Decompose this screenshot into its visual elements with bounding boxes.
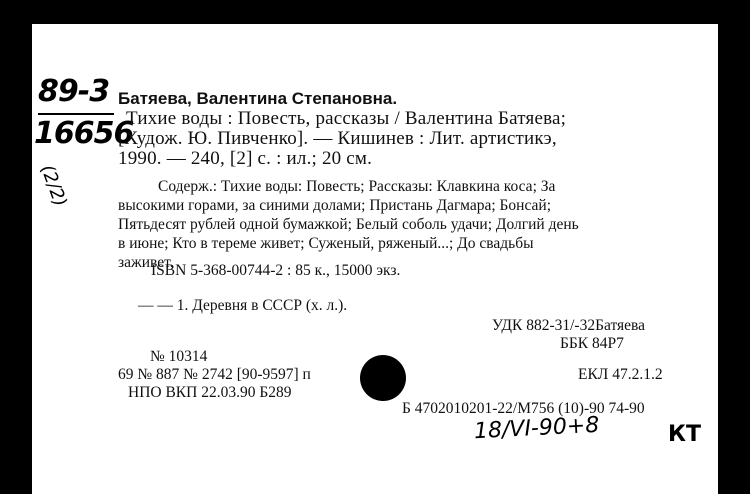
title-line-2: [Худож. Ю. Пивченко]. — Кишинев : Лит. артистикэ, [118, 128, 557, 149]
punch-hole [360, 355, 406, 401]
title-line-1: Тихие воды : Повесть, рассказы / Валентина Батяева; [126, 108, 567, 129]
shelf-mark-underline [38, 113, 114, 115]
ekl-code: ЕКЛ 47.2.1.2 [578, 366, 663, 383]
inventory-number: 16656 [34, 116, 134, 151]
bbk-code: ББК 84Р7 [560, 335, 624, 352]
printing-line: 69 № 887 № 2742 [90-9597] п [118, 366, 311, 383]
handwritten-scribble: (2/2) [36, 162, 71, 210]
shelf-mark: 89-3 [38, 74, 110, 109]
subject-heading: — — 1. Деревня в СССР (х. л.). [138, 297, 348, 314]
author-heading: Батяева, Валентина Степановна. [118, 89, 398, 108]
contents-line-1: Содерж.: Тихие воды: Повесть; Рассказы: Клавкина коса; За [158, 178, 556, 195]
catalog-code: Б 4702010201-22/М756 (10)-90 74-90 [402, 400, 645, 417]
isbn-line: ISBN 5-368-00744-2 : 85 к., 15000 экз. [151, 262, 401, 279]
contents-line-2: высокими горами, за синими долами; Пристань Дагмара; Бонсай; [118, 197, 552, 214]
npo-line: НПО ВКП 22.03.90 Б289 [128, 384, 292, 401]
udc-code: УДК 882-31/-32Батяева [492, 317, 646, 334]
contents-line-4: в июне; Кто в тереме живет; Суженый, ряженый...; До свадьбы [118, 235, 534, 252]
card-number: № 10314 [150, 348, 208, 365]
handwritten-initials: КТ [668, 422, 701, 447]
handwritten-date-note: 18/VI-90+8 [473, 412, 600, 445]
title-line-3: 1990. — 240, [2] с. : ил.; 20 см. [118, 148, 373, 169]
contents-line-3: Пятьдесят рублей одной бумажкой; Белый соболь удачи; Долгий день [118, 216, 579, 233]
catalog-card [32, 24, 718, 494]
contents-line-5: заживет. [118, 254, 174, 271]
